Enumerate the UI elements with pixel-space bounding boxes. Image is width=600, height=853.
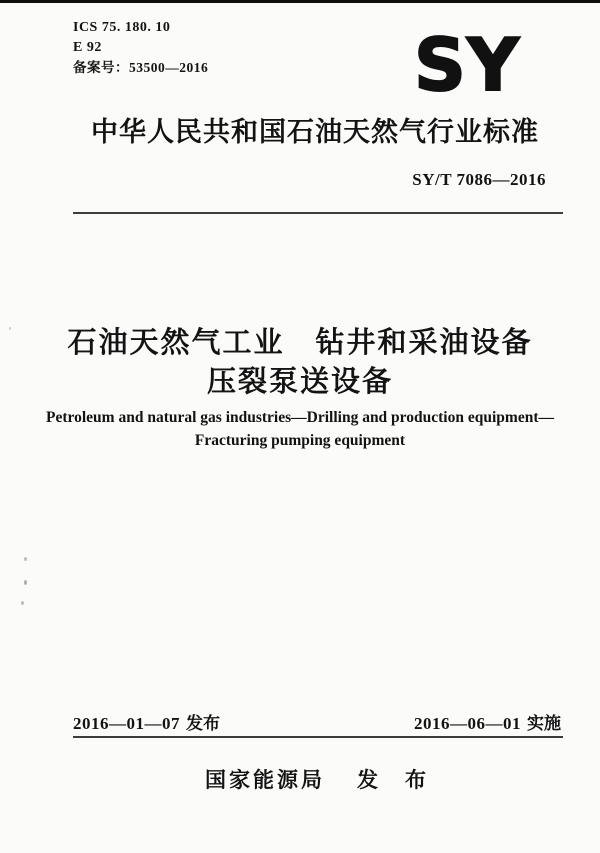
title-zh-line2: 压裂泵送设备 <box>206 366 393 398</box>
implement-date-label: 实施 <box>527 714 561 733</box>
title-en-line1: Petroleum and natural gas industries—Drilling and production equipment— <box>46 409 554 426</box>
title-en-line2: Fracturing pumping equipment <box>194 432 406 449</box>
publisher-name: 国家能源局 <box>205 769 325 792</box>
publisher-action: 发 布 <box>357 769 429 792</box>
issue-date-group <box>73 709 220 734</box>
implement-date-group <box>414 709 561 734</box>
scan-speck <box>9 327 11 330</box>
issue-date-label: 发布 <box>186 714 220 733</box>
classification-code: E 92 <box>73 40 102 55</box>
top-rule <box>73 212 563 214</box>
issue-date: 2016—01—07 <box>73 714 180 733</box>
scan-speck <box>24 557 27 561</box>
ics-code: ICS 75. 180. 10 <box>73 20 171 35</box>
sy-logo: SY <box>414 23 520 107</box>
bottom-rule <box>73 736 563 738</box>
scan-artifact-top-edge <box>0 0 600 3</box>
title-english <box>35 406 565 452</box>
publisher-row <box>73 764 561 794</box>
header-title: 中华人民共和国石油天然气行业标准 <box>91 117 539 147</box>
implement-date: 2016—06—01 <box>414 714 521 733</box>
standard-number: SY/T 7086—2016 <box>412 170 546 189</box>
scan-speck <box>24 580 27 585</box>
title-zh-line1: 石油天然气工业 钻井和采油设备 <box>67 327 533 359</box>
dates-row <box>73 709 561 734</box>
meta-block <box>73 18 208 78</box>
scan-speck <box>21 601 24 605</box>
record-number: 备案号：53500—2016 <box>73 60 209 75</box>
